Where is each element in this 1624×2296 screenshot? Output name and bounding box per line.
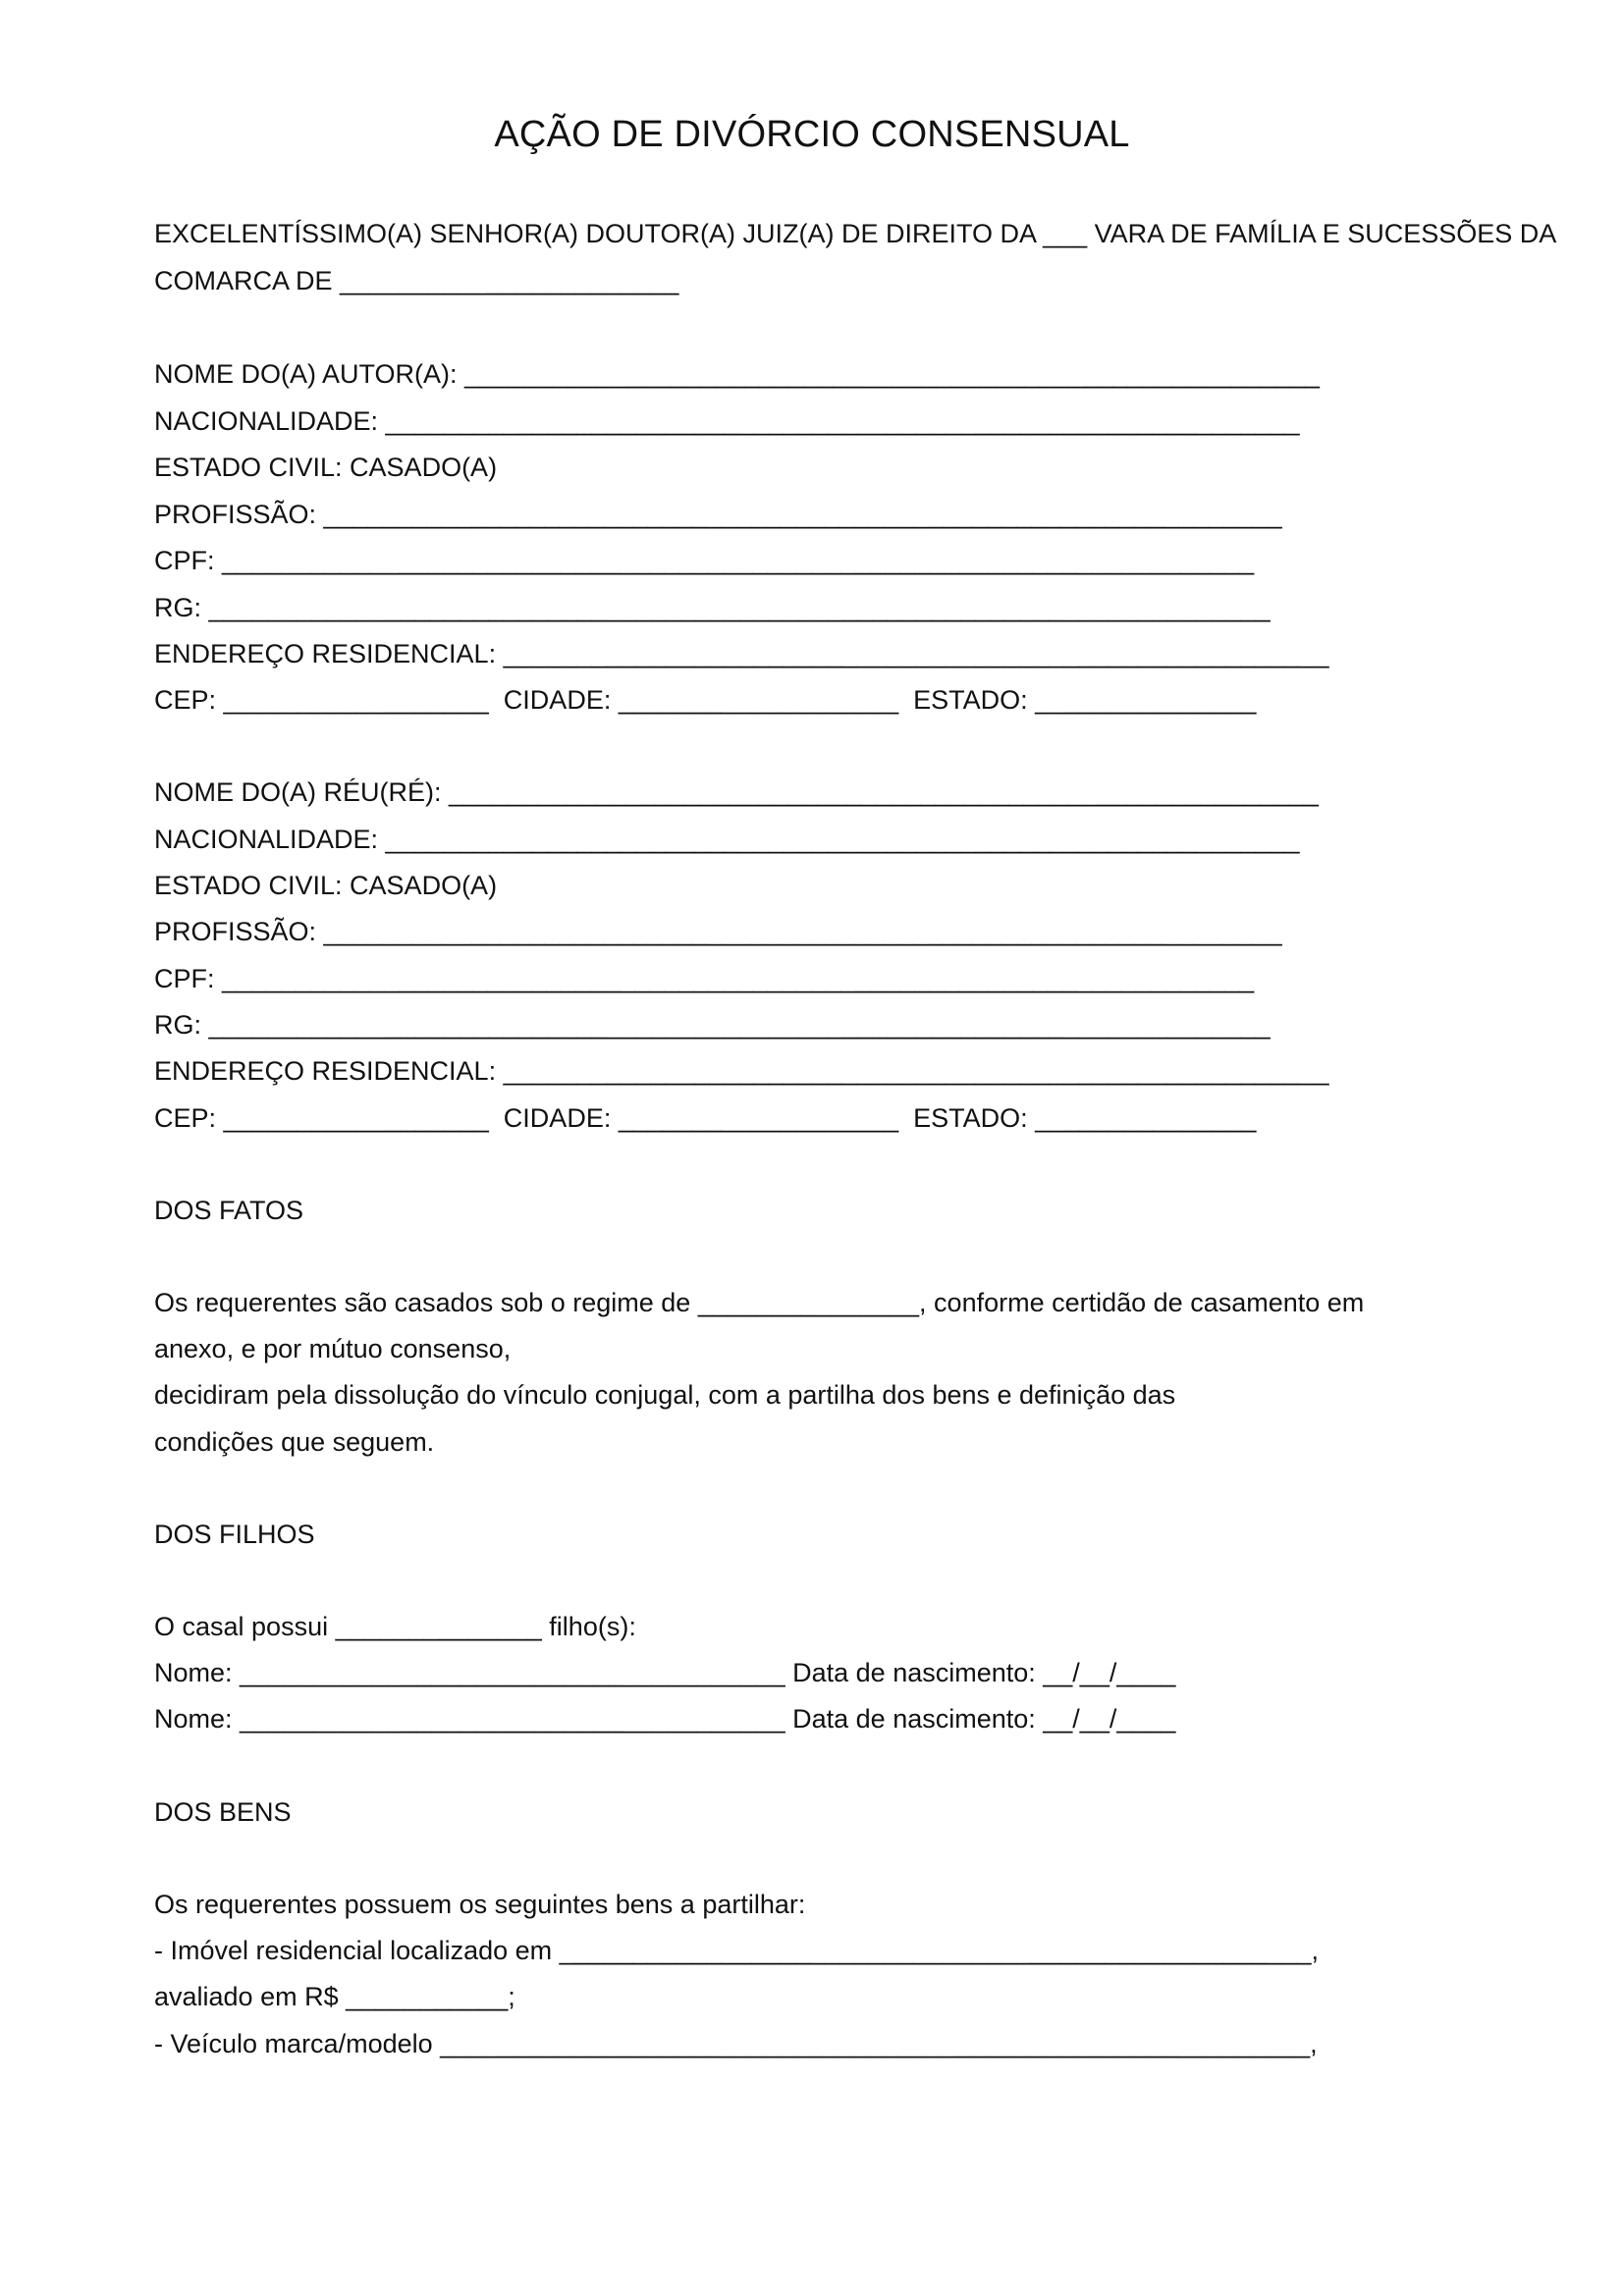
reu-cpf-field: CPF: ______________________________________________________________________ <box>154 964 1255 993</box>
address-line-2: COMARCA DE _______________________ <box>154 266 679 295</box>
autor-estado-civil: ESTADO CIVIL: CASADO(A) <box>154 453 498 482</box>
reu-estado-civil: ESTADO CIVIL: CASADO(A) <box>154 871 498 900</box>
fatos-paragraph-line-1: Os requerentes são casados sob o regime de _______________, conforme certidão de casamento em <box>154 1288 1365 1317</box>
reu-cep-cidade-estado-field: CEP: __________________ CIDADE: ___________________ ESTADO: _______________ <box>154 1103 1257 1133</box>
fatos-paragraph-line-4: condições que seguem. <box>154 1427 435 1457</box>
address-line-1: EXCELENTÍSSIMO(A) SENHOR(A) DOUTOR(A) JUIZ(A) DE DIREITO DA ___ VARA DE FAMÍLIA E SUCESSÕES DA <box>154 219 1557 248</box>
filhos-count-line: O casal possui ______________ filho(s): <box>154 1612 636 1641</box>
section-heading-bens: DOS BENS <box>154 1797 292 1827</box>
section-heading-filhos: DOS FILHOS <box>154 1520 315 1549</box>
fatos-paragraph-line-3: decidiram pela dissolução do vínculo conjugal, com a partilha dos bens e definição das <box>154 1380 1176 1410</box>
reu-nacionalidade-field: NACIONALIDADE: ______________________________________________________________ <box>154 825 1300 854</box>
autor-profissao-field: PROFISSÃO: _________________________________________________________________ <box>154 500 1282 529</box>
reu-nome-field: NOME DO(A) RÉU(RÉ): ___________________________________________________________ <box>154 777 1319 807</box>
autor-cpf-field: CPF: ______________________________________________________________________ <box>154 546 1255 575</box>
autor-endereco-field: ENDEREÇO RESIDENCIAL: ________________________________________________________ <box>154 639 1329 668</box>
bens-veiculo-field: - Veículo marca/modelo ___________________________________________________________, <box>154 2029 1318 2058</box>
reu-endereco-field: ENDEREÇO RESIDENCIAL: ________________________________________________________ <box>154 1056 1329 1086</box>
bens-intro: Os requerentes possuem os seguintes bens a partilhar: <box>154 1890 806 1919</box>
autor-rg-field: RG: ________________________________________________________________________ <box>154 593 1271 622</box>
bens-avaliado-field: avaliado em R$ ___________; <box>154 1982 515 2011</box>
bens-imovel-field: - Imóvel residencial localizado em ___________________________________________________, <box>154 1936 1319 1965</box>
autor-nome-field: NOME DO(A) AUTOR(A): __________________________________________________________ <box>154 359 1320 389</box>
document-title: AÇÃO DE DIVÓRCIO CONSENSUAL <box>494 114 1130 155</box>
filho-nome-field-1: Nome: _____________________________________ Data de nascimento: __/__/____ <box>154 1658 1176 1687</box>
autor-cep-cidade-estado-field: CEP: __________________ CIDADE: ___________________ ESTADO: _______________ <box>154 685 1257 715</box>
filho-nome-field-2: Nome: _____________________________________ Data de nascimento: __/__/____ <box>154 1704 1176 1734</box>
section-heading-fatos: DOS FATOS <box>154 1196 304 1225</box>
fatos-paragraph-line-2: anexo, e por mútuo consenso, <box>154 1334 512 1363</box>
autor-nacionalidade-field: NACIONALIDADE: ______________________________________________________________ <box>154 406 1300 436</box>
reu-rg-field: RG: ________________________________________________________________________ <box>154 1010 1271 1040</box>
reu-profissao-field: PROFISSÃO: _________________________________________________________________ <box>154 917 1282 946</box>
